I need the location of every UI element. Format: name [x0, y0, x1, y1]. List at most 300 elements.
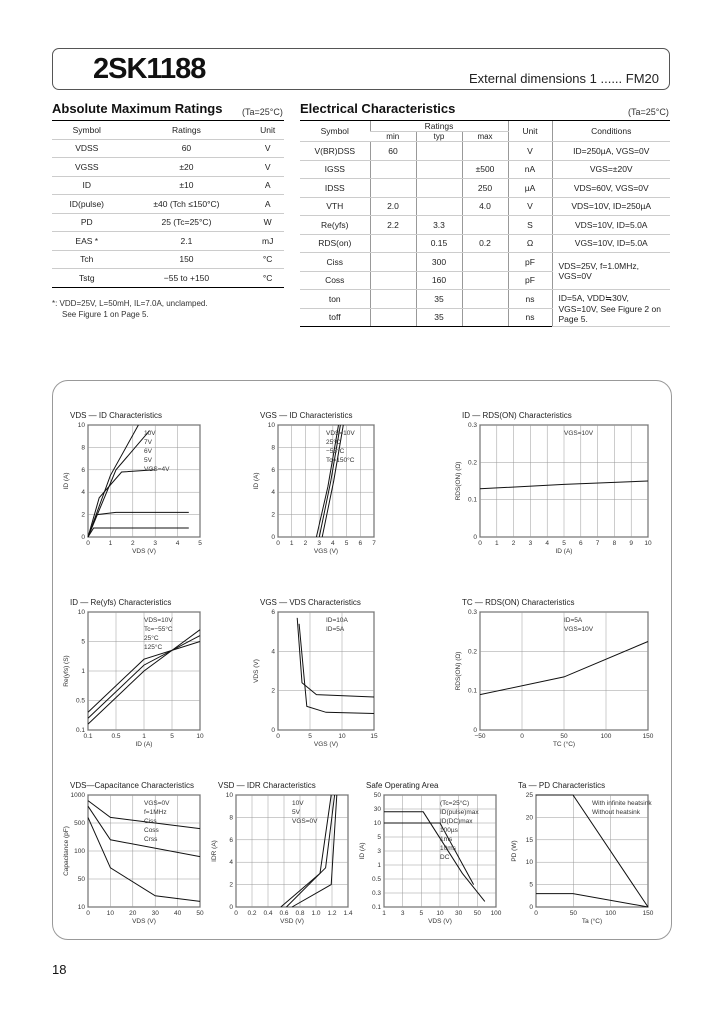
chart-title: VGS — VDS Characteristics [260, 598, 361, 607]
table-cell: IDSS [300, 179, 370, 198]
x-tick-label: 3 [400, 910, 405, 917]
col-symbol: Symbol [300, 121, 370, 142]
chart-plot [511, 792, 654, 925]
chart-plot [253, 609, 378, 748]
x-tick-label: 50 [569, 910, 577, 917]
x-tick-label: 10 [338, 733, 346, 740]
y-tick-label: 4 [81, 489, 85, 497]
y-tick-label: 0 [529, 904, 533, 911]
chart-plot [359, 792, 502, 925]
x-tick-label: 2 [303, 540, 308, 547]
header-box [52, 48, 670, 90]
table-cell: Ω [508, 234, 552, 253]
x-tick-label: 3 [153, 540, 158, 547]
table-cell: A [251, 176, 284, 195]
table-cell: 35 [416, 290, 462, 309]
y-tick-label: 0 [473, 534, 477, 541]
x-tick-label: 0.2 [247, 910, 257, 917]
abs-col-0: Symbol [52, 121, 122, 140]
table-cell: Re(yfs) [300, 216, 370, 235]
x-tick-label: 9 [629, 540, 634, 547]
x-tick-label: 15 [370, 733, 378, 740]
chart-title: ID — RDS(ON) Characteristics [462, 411, 572, 420]
y-tick-label: 10 [77, 609, 85, 616]
chart-title: ID — Re(yfs) Characteristics [70, 598, 172, 607]
curve-label: 5V [292, 809, 300, 816]
x-tick-label: 10 [436, 910, 444, 917]
y-tick-label: 2 [271, 511, 275, 519]
table-cell [462, 142, 508, 161]
table-cell: 2.0 [370, 197, 416, 216]
curve-label: ID=10A [326, 617, 348, 624]
table-cell: °C [251, 269, 284, 288]
x-tick-label: 4 [175, 540, 180, 547]
y-tick-label: 2 [81, 511, 85, 519]
x-tick-label: 4 [331, 540, 335, 547]
y-tick-label: 0.1 [75, 727, 85, 734]
y-tick-label: 0.3 [467, 609, 477, 616]
curve-label: 100µs [440, 827, 458, 834]
curve-label: With infinite heatsink [592, 800, 652, 807]
chart-curve [299, 624, 374, 714]
table-cell: 25 (Tc=25°C) [122, 213, 252, 232]
curve-label: 125°C [144, 644, 163, 651]
abs-max-note [52, 298, 208, 320]
table-cell: 300 [416, 253, 462, 272]
x-tick-label: 150 [642, 910, 654, 917]
table-row [300, 253, 670, 272]
table-cell [370, 179, 416, 198]
curve-label: VGS=0V [144, 800, 170, 807]
table-cell: ns [508, 290, 552, 309]
curve-label: Tc=−55°C [144, 626, 173, 633]
table-cell [370, 160, 416, 179]
col-ratings: Ratings [370, 121, 508, 132]
table-cell: VDS=60V, VGS=0V [552, 179, 670, 198]
page-number: 18 [52, 962, 67, 977]
y-tick-label: 0.3 [467, 422, 477, 429]
x-tick-label: 3 [317, 540, 321, 547]
table-cell: V [508, 197, 552, 216]
col-min: min [370, 132, 416, 142]
elec-table [300, 120, 670, 327]
table-cell: °C [251, 250, 284, 269]
col-unit: Unit [508, 121, 552, 142]
table-cell [462, 308, 508, 327]
x-tick-label: 5 [198, 540, 202, 547]
table-row [300, 160, 670, 179]
table-cell: VTH [300, 197, 370, 216]
table-row [52, 213, 284, 232]
x-tick-label: 50 [196, 910, 204, 917]
x-tick-label: 0 [86, 910, 90, 917]
y-axis-label: ID (A) [63, 472, 70, 490]
table-cell: toff [300, 308, 370, 327]
part-number: 2SK1188 [93, 53, 206, 85]
chart-curve [88, 470, 155, 537]
x-axis-label: VDS (V) [428, 918, 452, 925]
y-tick-label: 0.2 [467, 459, 477, 467]
x-tick-label: 1.4 [343, 910, 353, 917]
curve-label: VDS=10V [326, 430, 355, 437]
table-cell: mJ [251, 232, 284, 251]
x-tick-label: 30 [455, 910, 463, 917]
x-axis-label: Ta (°C) [581, 918, 603, 925]
x-tick-label: 1.2 [327, 910, 337, 917]
table-cell [416, 142, 462, 161]
x-tick-label: 0.1 [83, 733, 93, 740]
table-cell [416, 179, 462, 198]
curve-label: 10V [144, 430, 156, 437]
table-cell: PD [52, 213, 122, 232]
table-cell: VDS=10V, ID=5.0A [552, 216, 670, 235]
table-cell: ±40 (Tch ≤150°C) [122, 195, 252, 214]
table-row [300, 197, 670, 216]
table-row [300, 216, 670, 235]
y-tick-label: 3 [377, 848, 381, 855]
x-tick-label: 0 [276, 733, 280, 740]
curve-label: −55°C [326, 448, 345, 455]
x-tick-label: 0 [234, 910, 238, 917]
chart-curve [536, 894, 648, 907]
table-cell [370, 234, 416, 253]
x-tick-label: 7 [372, 540, 376, 547]
x-tick-label: 1 [494, 540, 499, 547]
x-tick-label: 100 [600, 733, 612, 740]
curve-label: ID=5A [326, 626, 345, 633]
y-axis-label: RDS(ON) (Ω) [455, 461, 462, 501]
table-cell: 60 [122, 139, 252, 158]
table-cell [462, 290, 508, 309]
curve-label: 1ms [440, 836, 453, 843]
table-cell: V [251, 158, 284, 177]
x-axis-label: ID (A) [135, 741, 153, 748]
table-cell [370, 290, 416, 309]
table-cell: Tch [52, 250, 122, 269]
y-tick-label: 100 [74, 848, 85, 855]
curve-label: Ciss [144, 818, 157, 825]
x-axis-label: ID (A) [555, 548, 573, 555]
y-tick-label: 10 [373, 820, 381, 827]
table-cell: 60 [370, 142, 416, 161]
table-cell: VGS=10V, ID=5.0A [552, 234, 670, 253]
chart-plot [253, 422, 376, 555]
y-tick-label: 6 [271, 466, 275, 474]
y-tick-label: 1 [377, 862, 381, 869]
col-conditions: Conditions [552, 121, 670, 142]
y-tick-label: 10 [267, 422, 275, 429]
table-cell: pF [508, 271, 552, 290]
x-tick-label: 3 [528, 540, 533, 547]
curve-label: Without heatsink [592, 809, 641, 816]
x-tick-label: 0.4 [263, 910, 273, 917]
y-tick-label: 2 [229, 881, 233, 889]
x-tick-label: 0 [86, 540, 90, 547]
table-cell: V(BR)DSS [300, 142, 370, 161]
table-cell: ID [52, 176, 122, 195]
table-row [52, 232, 284, 251]
chart-plot [63, 422, 202, 555]
y-tick-label: 6 [271, 609, 275, 616]
table-row [52, 158, 284, 177]
table-cell: ID=250µA, VGS=0V [552, 142, 670, 161]
table-cell [370, 271, 416, 290]
y-tick-label: 20 [525, 814, 533, 822]
abs-max-title: Absolute Maximum Ratings [52, 101, 223, 116]
curve-label: DC [440, 854, 450, 861]
table-cell: S [508, 216, 552, 235]
chart-curve [384, 812, 485, 902]
y-axis-label: Capacitance (pF) [63, 826, 70, 876]
x-axis-label: VGS (V) [313, 548, 339, 555]
table-cell: ton [300, 290, 370, 309]
table-cell: ±10 [122, 176, 252, 195]
x-tick-label: 0.5 [111, 733, 121, 740]
x-tick-label: 10 [106, 910, 115, 917]
table-row [52, 250, 284, 269]
x-tick-label: 2 [130, 540, 135, 547]
abs-max-note-line2: See Figure 1 on Page 5. [62, 310, 149, 319]
chart-title: Safe Operating Area [366, 781, 439, 790]
y-tick-label: 0.1 [467, 496, 477, 504]
chart-plot [455, 422, 652, 555]
table-cell: pF [508, 253, 552, 272]
y-tick-label: 0 [473, 727, 477, 734]
table-cell [462, 271, 508, 290]
chart-title: VSD — IDR Characteristics [218, 781, 316, 790]
table-cell: Ciss [300, 253, 370, 272]
table-cell: ±20 [122, 158, 252, 177]
y-tick-label: 4 [271, 489, 275, 497]
elec-condition: (Ta=25°C) [628, 107, 669, 117]
table-cell: 4.0 [462, 197, 508, 216]
y-tick-label: 8 [271, 444, 275, 452]
table-cell: ±500 [462, 160, 508, 179]
x-tick-label: 1 [382, 910, 386, 917]
x-tick-label: 0 [478, 540, 482, 547]
table-row [52, 195, 284, 214]
x-tick-label: 10 [196, 733, 204, 740]
x-axis-label: VDS (V) [132, 918, 156, 925]
curve-label: 7V [144, 439, 152, 446]
table-cell: VDS=25V, f=1.0MHz, VGS=0V [552, 253, 670, 290]
x-tick-label: 50 [560, 733, 568, 740]
chart-curve [88, 512, 189, 537]
chart-plot [63, 609, 204, 748]
chart-title: TC — RDS(ON) Characteristics [462, 598, 575, 607]
table-cell: VGSS [52, 158, 122, 177]
chart-plot [63, 792, 204, 925]
y-axis-label: IDR (A) [211, 840, 218, 862]
y-tick-label: 0.5 [75, 697, 85, 705]
table-cell: 2.1 [122, 232, 252, 251]
y-tick-label: 10 [77, 904, 85, 911]
table-cell: V [251, 139, 284, 158]
x-tick-label: 2 [511, 540, 516, 547]
x-axis-label: TC (°C) [552, 741, 576, 748]
table-cell [416, 160, 462, 179]
table-row [300, 234, 670, 253]
x-tick-label: 100 [605, 910, 617, 917]
x-tick-label: 50 [473, 910, 481, 917]
table-cell: −55 to +150 [122, 269, 252, 288]
table-cell: 0.2 [462, 234, 508, 253]
table-cell: 3.3 [416, 216, 462, 235]
table-cell: RDS(on) [300, 234, 370, 253]
chart-title: VDS—Capacitance Characteristics [70, 781, 195, 790]
x-tick-label: 1 [108, 540, 113, 547]
y-tick-label: 8 [81, 444, 85, 452]
x-tick-label: 1.0 [311, 910, 321, 917]
curve-label: 5V [144, 457, 152, 464]
y-tick-label: 0 [271, 534, 275, 541]
table-cell [462, 216, 508, 235]
y-tick-label: 6 [229, 836, 233, 844]
y-tick-label: 5 [377, 834, 381, 841]
table-cell: VDSS [52, 139, 122, 158]
chart-curve [88, 431, 150, 537]
y-tick-label: 1 [81, 668, 85, 675]
y-tick-label: 0.3 [371, 890, 381, 897]
table-row [52, 176, 284, 195]
table-cell: 0.15 [416, 234, 462, 253]
y-tick-label: 0 [229, 904, 233, 911]
chart-title: VDS — ID Characteristics [70, 411, 163, 420]
chart-title: Ta — PD Characteristics [518, 781, 606, 790]
y-axis-label: Re(yfs) (S) [63, 655, 70, 687]
x-tick-label: −50 [474, 733, 486, 740]
y-tick-label: 50 [373, 792, 381, 799]
x-tick-label: 5 [419, 910, 424, 917]
x-tick-label: 0 [276, 540, 280, 547]
table-cell: ID(pulse) [52, 195, 122, 214]
table-cell: Coss [300, 271, 370, 290]
y-tick-label: 10 [525, 859, 533, 867]
table-cell: 150 [122, 250, 252, 269]
table-cell: A [251, 195, 284, 214]
x-tick-label: 20 [129, 910, 137, 917]
table-cell: ns [508, 308, 552, 327]
x-tick-label: 0.6 [279, 910, 289, 917]
y-tick-label: 0.1 [467, 687, 477, 695]
curve-label: VGS=0V [292, 818, 318, 825]
y-tick-label: 2 [271, 687, 275, 695]
y-axis-label: RDS(ON) (Ω) [455, 651, 462, 691]
table-cell: 35 [416, 308, 462, 327]
x-axis-label: VDS (V) [132, 548, 156, 555]
table-row [300, 290, 670, 309]
curve-label: 25°C [144, 635, 159, 642]
y-axis-label: PD (W) [511, 840, 518, 862]
x-tick-label: 5 [562, 540, 566, 547]
abs-max-table [52, 120, 284, 288]
y-tick-label: 5 [81, 638, 85, 646]
y-tick-label: 1000 [70, 792, 85, 799]
table-cell: IGSS [300, 160, 370, 179]
table-cell [370, 308, 416, 327]
y-tick-label: 10 [225, 792, 233, 799]
table-cell: VGS=±20V [552, 160, 670, 179]
chart-title: VGS — ID Characteristics [260, 411, 353, 420]
col-max: max [462, 132, 508, 142]
table-cell: 250 [462, 179, 508, 198]
abs-max-condition: (Ta=25°C) [242, 107, 283, 117]
curve-label: Coss [144, 827, 159, 834]
chart-curve [384, 823, 474, 885]
x-tick-label: 4 [545, 540, 550, 547]
x-tick-label: 6 [358, 540, 363, 547]
chart-curve [281, 795, 331, 907]
table-cell: 160 [416, 271, 462, 290]
table-cell: VDS=10V, ID=250µA [552, 197, 670, 216]
abs-col-1: Ratings [122, 121, 252, 140]
table-cell [462, 253, 508, 272]
curve-label: 6V [144, 448, 152, 455]
curve-label: (Tc=25°C) [440, 800, 470, 807]
table-row [52, 139, 284, 158]
y-tick-label: 10 [77, 422, 85, 429]
table-row [300, 142, 670, 161]
elec-title: Electrical Characteristics [300, 101, 456, 116]
x-tick-label: 1 [289, 540, 294, 547]
y-tick-label: 8 [229, 814, 233, 822]
curve-label: ID=5A [564, 617, 583, 624]
y-tick-label: 0.1 [371, 904, 381, 911]
table-cell: W [251, 213, 284, 232]
x-tick-label: 10 [644, 540, 652, 547]
table-cell: nA [508, 160, 552, 179]
x-tick-label: 7 [595, 540, 600, 547]
table-cell [370, 253, 416, 272]
y-tick-label: 500 [74, 820, 85, 827]
table-cell: µA [508, 179, 552, 198]
x-tick-label: 5 [170, 733, 174, 740]
curve-label: VGS=10V [564, 430, 594, 437]
y-tick-label: 15 [525, 836, 533, 844]
x-tick-label: 8 [612, 540, 617, 547]
abs-col-2: Unit [251, 121, 284, 140]
x-tick-label: 0 [534, 910, 538, 917]
y-axis-label: ID (A) [253, 472, 260, 490]
x-tick-label: 1 [142, 733, 146, 740]
x-axis-label: VSD (V) [280, 918, 304, 925]
curve-label: Crss [144, 836, 158, 843]
curve-label: 10V [292, 800, 304, 807]
x-tick-label: 6 [578, 540, 583, 547]
x-tick-label: 5 [308, 733, 312, 740]
curve-label: VGS=4V [144, 466, 170, 473]
curve-label: ID(pulse)max [440, 809, 479, 816]
table-cell [416, 197, 462, 216]
curve-label: 25°C [326, 439, 341, 446]
y-tick-label: 25 [525, 792, 533, 799]
y-tick-label: 0.5 [371, 876, 381, 883]
chart-plot [211, 792, 353, 925]
x-tick-label: 150 [642, 733, 654, 740]
y-tick-label: 4 [229, 859, 233, 867]
x-tick-label: 30 [151, 910, 159, 917]
table-row [300, 179, 670, 198]
curve-label: Tc=150°C [326, 457, 355, 464]
col-typ: typ [416, 132, 462, 142]
x-tick-label: 5 [344, 540, 349, 547]
y-tick-label: 0 [81, 534, 85, 541]
x-tick-label: 0 [520, 733, 524, 740]
y-axis-label: VDS (V) [253, 659, 260, 683]
curve-label: VDS=10V [144, 617, 173, 624]
y-tick-label: 50 [77, 876, 85, 883]
abs-max-note-line1: *: VDD=25V, L=50mH, IL=7.0A, unclamped. [52, 299, 208, 308]
